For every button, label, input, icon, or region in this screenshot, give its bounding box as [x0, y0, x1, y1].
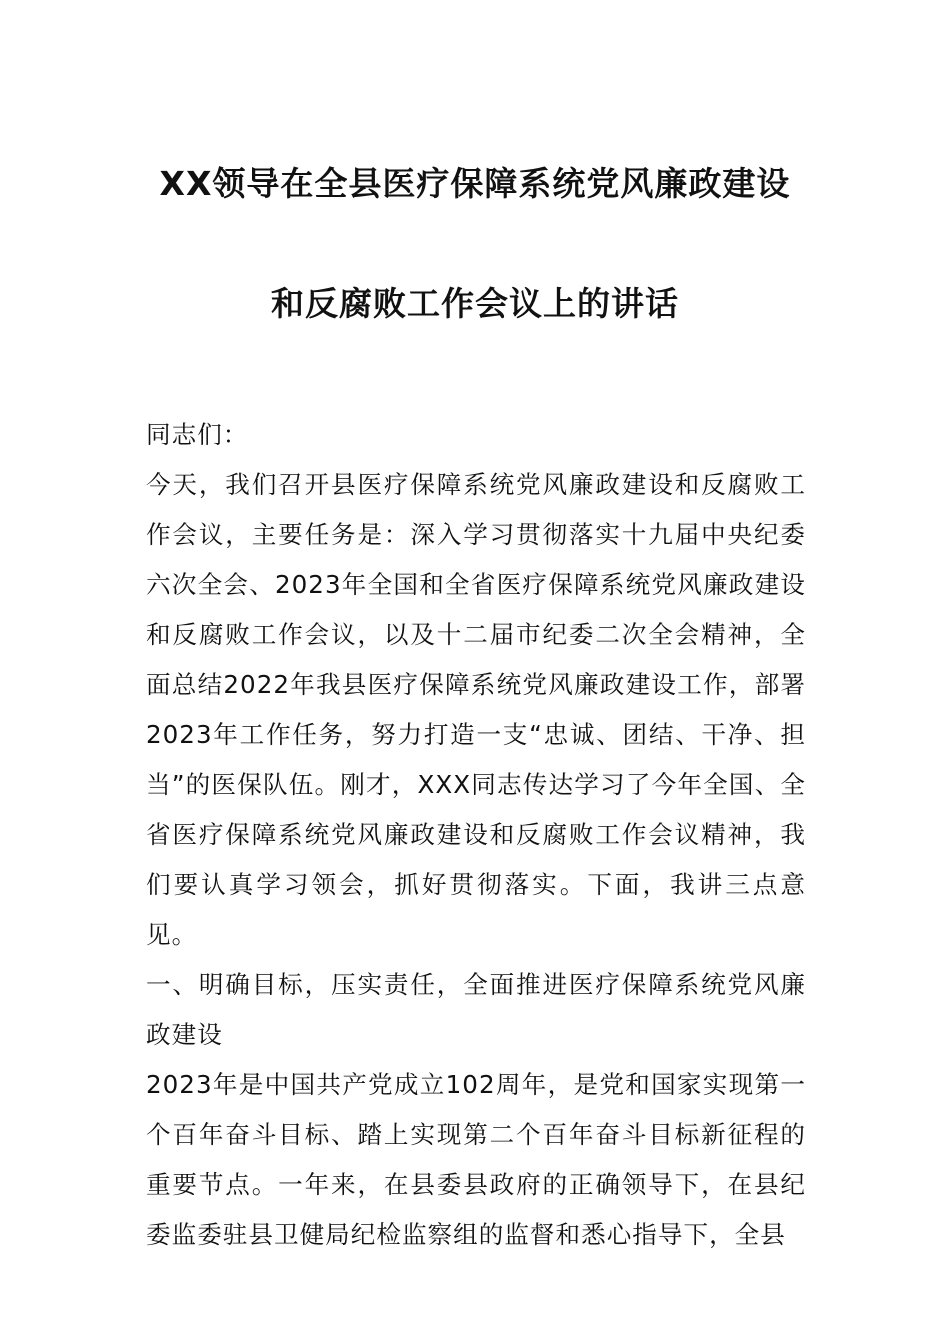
- paragraph-intro: 今天，我们召开县医疗保障系统党风廉政建设和反腐败工作会议，主要任务是：深入学习贯彻落实十九届中央纪委六次全会、2023年全国和全省医疗保障系统党风廉政建设和反腐败工作会议，以及十二届市纪委二次全会精神，全面总结2022年我县医疗保障系统党风廉政建设工作，部署2023年工作任务，努力打造一支“忠诚、团结、干净、担当”的医保队伍。刚才，XXX同志传达学习了今年全国、全省医疗保障系统党风廉政建设和反腐败工作会议精神，我们要认真学习领会，抓好贯彻落实。下面，我讲三点意见。: [146, 470, 806, 949]
- paragraph-section-1: 2023年是中国共产党成立102周年，是党和国家实现第一个百年奋斗目标、踏上实现第二个百年奋斗目标新征程的重要节点。一年来，在县委县政府的正确领导下，在县纪委监委驻县卫健局纪检监察组的监督和悉心指导下，全县: [146, 1070, 806, 1249]
- document-title-line-2: 和反腐败工作会议上的讲话: [271, 284, 679, 323]
- salutation: 同志们：: [146, 420, 249, 449]
- section-heading-1: 一、明确目标，压实责任，全面推进医疗保障系统党风廉政建设: [146, 970, 806, 1049]
- document-body: [146, 410, 806, 1260]
- document-title-line-1: XX领导在全县医疗保障系统党风廉政建设: [159, 164, 791, 203]
